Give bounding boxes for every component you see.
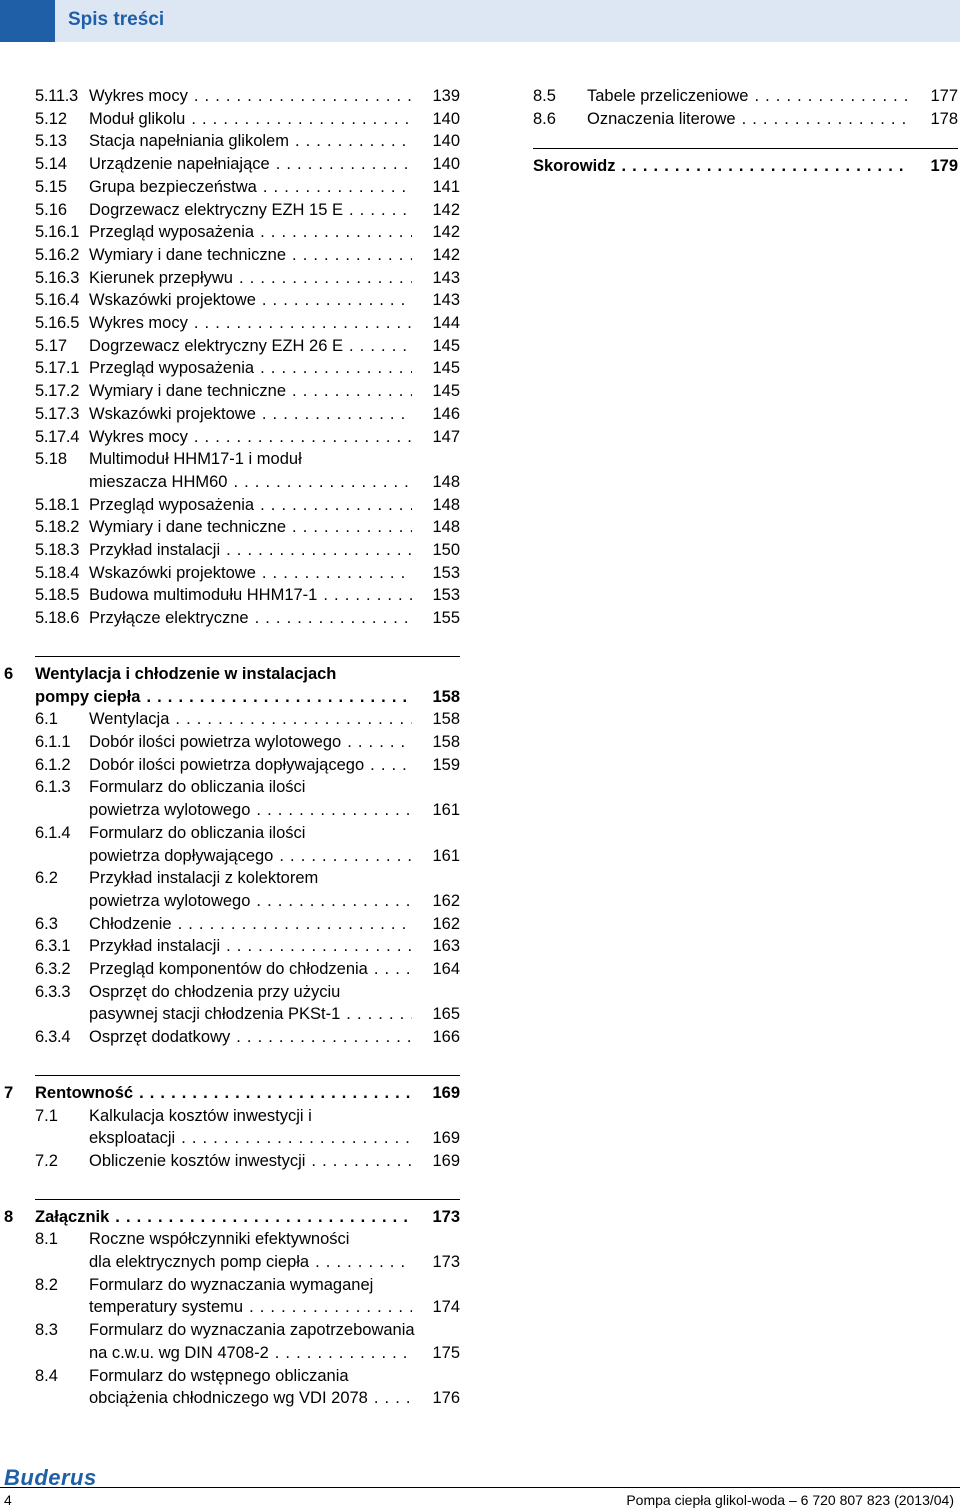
dot-leader [622, 155, 910, 178]
chapter-section [4, 656, 460, 1049]
dot-leader [115, 1206, 412, 1229]
toc-page-number: 158 [432, 687, 460, 706]
toc-entry-title: Wymiary i dane techniczne [89, 518, 287, 537]
toc-entry[interactable] [35, 289, 460, 312]
dot-leader [194, 426, 412, 449]
toc-entry-number: 6.3.3 [35, 982, 71, 1001]
dot-leader [346, 1003, 412, 1026]
toc-entry-number: 5.16.2 [35, 245, 80, 264]
toc-page-number: 177 [930, 87, 958, 105]
toc-entry-title: mieszacza HHM60 [89, 472, 228, 491]
toc-entry-number: 5.18.1 [35, 495, 80, 514]
toc-entry-number: 5.16.4 [35, 291, 80, 310]
toc-entry-title: Stacja napełniania glikolem [89, 132, 289, 151]
toc-entry-title: Wskazówki projektowe [89, 291, 256, 310]
toc-entry[interactable] [35, 130, 460, 153]
dot-leader [236, 1026, 412, 1049]
toc-page-number: 164 [432, 960, 460, 979]
toc-page-number: 169 [432, 1083, 460, 1102]
dot-leader [260, 494, 412, 517]
toc-page-number: 169 [432, 1129, 460, 1148]
toc-entry-title: Formularz do obliczania ilości [89, 823, 306, 842]
dot-leader [256, 890, 412, 913]
toc-entry-title: Formularz do obliczania ilości [89, 778, 306, 797]
toc-entry-number: 5.17.1 [35, 359, 80, 378]
toc-entry-title: Wymiary i dane techniczne [89, 245, 287, 264]
dot-leader [178, 913, 412, 936]
toc-page-number: 143 [432, 268, 460, 287]
toc-entry-title: Moduł glikolu [89, 109, 186, 128]
toc-entry-number: 5.16.1 [35, 223, 80, 242]
dot-leader [742, 108, 910, 131]
chapter-heading[interactable] [35, 1082, 460, 1105]
index-entry[interactable] [533, 155, 958, 178]
toc-entry[interactable] [35, 244, 460, 267]
dot-leader [276, 153, 412, 176]
toc-entry-title: Dogrzewacz elektryczny EZH 26 E [89, 336, 344, 355]
toc-page-number: 140 [432, 132, 460, 151]
dot-leader [255, 607, 412, 630]
chapter-section [4, 1075, 460, 1173]
toc-entry-number: 8.2 [35, 1275, 58, 1294]
toc-entry[interactable] [35, 584, 460, 607]
dot-leader [260, 357, 412, 380]
toc-page-number: 142 [432, 245, 460, 264]
dot-leader [260, 221, 412, 244]
chapter-number: 7 [4, 1083, 14, 1102]
toc-page-number: 148 [432, 472, 460, 491]
toc-entry[interactable] [35, 176, 460, 199]
toc-entry-title: Załącznik [35, 1207, 110, 1226]
chapter-heading[interactable] [35, 663, 460, 708]
toc-page-number: 142 [432, 223, 460, 242]
toc-entry[interactable] [35, 867, 460, 912]
toc-entry-title: Wentylacja [89, 710, 170, 729]
toc-page-number: 144 [432, 314, 460, 333]
dot-leader [226, 539, 412, 562]
toc-page-number: 179 [930, 157, 958, 176]
toc-entry-number: 8.4 [35, 1366, 58, 1385]
toc-entry[interactable] [35, 199, 460, 222]
header-bar [0, 0, 960, 42]
dot-leader [374, 958, 412, 981]
toc-entry-number: 5.16.5 [35, 314, 80, 333]
toc-entry-title: Urządzenie napełniające [89, 155, 270, 174]
toc-entry[interactable] [35, 426, 460, 449]
toc-entry[interactable] [35, 380, 460, 403]
dot-leader [347, 731, 412, 754]
toc-page-number: 148 [432, 518, 460, 537]
page-title: Spis treści [68, 9, 165, 30]
toc-entry[interactable] [35, 562, 460, 585]
toc-right-column [533, 85, 958, 178]
chapter-heading[interactable] [35, 1206, 460, 1229]
toc-entry[interactable] [35, 1274, 460, 1319]
toc-entry-number: 8.1 [35, 1230, 58, 1249]
index-section [533, 148, 958, 178]
toc-entry-title: Formularz do wyznaczania zapotrzebowania [89, 1321, 415, 1340]
toc-entry-number: 5.18.6 [35, 609, 80, 628]
toc-page-number: 161 [432, 801, 460, 820]
toc-entry-number: 6.3.4 [35, 1028, 71, 1047]
toc-entry-number: 7.2 [35, 1151, 58, 1170]
toc-entry[interactable] [35, 981, 460, 1026]
toc-entry-title: Obliczenie kosztów inwestycji [89, 1151, 306, 1170]
dot-leader [233, 471, 412, 494]
toc-page-number: 161 [432, 846, 460, 865]
toc-entry[interactable] [35, 607, 460, 630]
toc-entry-title: Kierunek przepływu [89, 268, 233, 287]
toc-entry[interactable] [35, 267, 460, 290]
dot-leader [349, 199, 412, 222]
toc-entry[interactable] [35, 539, 460, 562]
toc-page-number: 173 [432, 1207, 460, 1226]
chapter-number: 8 [4, 1207, 14, 1226]
toc-page-number: 147 [432, 427, 460, 446]
toc-page-number: 173 [432, 1253, 460, 1272]
toc-entry-title: Przegląd wyposażenia [89, 495, 255, 514]
buderus-logo: Buderus [4, 1465, 97, 1490]
toc-entry-title: pompy ciepła [35, 687, 141, 706]
dot-leader [191, 108, 412, 131]
toc-entry-number: 6.1.1 [35, 732, 71, 751]
dot-leader [262, 403, 412, 426]
dot-leader [262, 562, 412, 585]
toc-entry-title: powietrza wylotowego [89, 801, 251, 820]
toc-entry-title: Wentylacja i chłodzenie w instalacjach [35, 664, 337, 683]
toc-left-column [4, 85, 460, 1410]
toc-entry[interactable] [35, 85, 460, 108]
toc-entry-number: 5.18 [35, 450, 68, 469]
toc-entry-title: temperatury systemu [89, 1298, 244, 1317]
toc-entry-title: Multimoduł HHM17-1 i moduł [89, 450, 302, 469]
toc-entry-title: Przegląd wyposażenia [89, 359, 255, 378]
toc-entry-number: 5.12 [35, 109, 68, 128]
dot-leader [275, 1342, 412, 1365]
toc-entry-title: dla elektrycznych pomp ciepła [89, 1253, 310, 1272]
dot-leader [349, 335, 412, 358]
toc-entry-title: Budowa multimodułu HHM17-1 [89, 586, 318, 605]
toc-entry[interactable] [35, 776, 460, 821]
toc-entry-number: 6.3.2 [35, 960, 71, 979]
toc-entry-title: Kalkulacja kosztów inwestycji i [89, 1106, 312, 1125]
dot-leader [146, 686, 412, 709]
toc-entry-title: Wykres mocy [89, 314, 188, 333]
toc-page-number: 176 [432, 1389, 460, 1408]
toc-page-number: 158 [432, 732, 460, 751]
chapter-section [4, 1199, 460, 1410]
toc-page-number: 141 [432, 177, 460, 196]
toc-entry[interactable] [35, 448, 460, 493]
toc-entry-number: 6.2 [35, 869, 58, 888]
toc-entry-title: na c.w.u. wg DIN 4708-2 [89, 1343, 269, 1362]
toc-entry[interactable] [35, 108, 460, 131]
toc-entry[interactable] [35, 1150, 460, 1173]
toc-entry-number: 5.18.3 [35, 541, 80, 560]
toc-entry-title: Osprzęt do chłodzenia przy użyciu [89, 982, 341, 1001]
toc-entry-number: 5.18.4 [35, 563, 80, 582]
toc-entry-number: 5.18.5 [35, 586, 80, 605]
dot-leader [295, 130, 412, 153]
toc-entry-number: 8.5 [533, 87, 556, 105]
dot-leader [292, 244, 412, 267]
toc-entry-number: 6.1.3 [35, 778, 71, 797]
toc-entry-number: 5.16.3 [35, 268, 80, 287]
toc-entry[interactable] [35, 1026, 460, 1049]
dot-leader [292, 380, 412, 403]
dot-leader [239, 267, 412, 290]
toc-entry[interactable] [35, 335, 460, 358]
toc-entry-title: powietrza wylotowego [89, 891, 251, 910]
toc-page-number: 169 [432, 1151, 460, 1170]
toc-page-number: 140 [432, 155, 460, 174]
dot-leader [181, 1127, 412, 1150]
toc-page-number: 146 [432, 404, 460, 423]
toc-entry-title: Tabele przeliczeniowe [587, 87, 749, 105]
footer-document-title: Pompa ciepła glikol-woda – 6 720 807 823 (2013/04) [626, 1492, 954, 1508]
toc-page-number: 148 [432, 495, 460, 514]
toc-page-number: 178 [930, 109, 958, 128]
toc-entry[interactable] [35, 221, 460, 244]
toc-entry[interactable] [35, 357, 460, 380]
toc-page-number: 140 [432, 109, 460, 128]
toc-page-number: 143 [432, 291, 460, 310]
dot-leader [194, 312, 412, 335]
toc-entry-number: 5.15 [35, 177, 68, 196]
header-accent [0, 0, 55, 42]
toc-page-number: 145 [432, 382, 460, 401]
toc-entry-title: Osprzęt dodatkowy [89, 1028, 231, 1047]
toc-entry-number: 5.17.4 [35, 427, 80, 446]
toc-entry-title: Przykład instalacji [89, 541, 221, 560]
toc-entry-number: 7.1 [35, 1106, 58, 1125]
toc-entry-title: pasywnej stacji chłodzenia PKSt-1 [89, 1005, 341, 1024]
toc-entry[interactable] [35, 153, 460, 176]
dot-leader [279, 845, 412, 868]
dot-leader [226, 935, 412, 958]
toc-entry-number: 5.17 [35, 336, 68, 355]
toc-entry[interactable] [35, 708, 460, 731]
toc-entry[interactable] [35, 913, 460, 936]
toc-entry-number: 5.13 [35, 132, 68, 151]
dot-leader [311, 1150, 412, 1173]
footer-divider [0, 1487, 960, 1488]
toc-entry-number: 6.3.1 [35, 937, 71, 956]
toc-entry-number: 8.3 [35, 1321, 58, 1340]
toc-entry-title: Przegląd wyposażenia [89, 223, 255, 242]
toc-page-number: 145 [432, 336, 460, 355]
toc-entry[interactable] [533, 85, 958, 108]
toc-entry[interactable] [35, 935, 460, 958]
toc-entry[interactable] [35, 403, 460, 426]
toc-entry[interactable] [35, 312, 460, 335]
toc-entry-title: Wymiary i dane techniczne [89, 382, 287, 401]
toc-page-number: 162 [432, 891, 460, 910]
toc-entry[interactable] [35, 1228, 460, 1273]
dot-leader [323, 584, 412, 607]
toc-entry-title: Rentowność [35, 1083, 134, 1102]
toc-entry-title: Formularz do wyznaczania wymaganej [89, 1275, 374, 1294]
dot-leader [194, 85, 412, 108]
toc-entry-title: Dobór ilości powietrza dopływającego [89, 755, 365, 774]
toc-entry-title: Przykład instalacji z kolektorem [89, 869, 319, 888]
toc-page-number: 159 [432, 755, 460, 774]
toc-entry-title: Wykres mocy [89, 87, 188, 105]
toc-page-number: 165 [432, 1005, 460, 1024]
toc-entry-number: 6.1 [35, 710, 58, 729]
toc-entry-number: 5.17.2 [35, 382, 80, 401]
dot-leader [370, 754, 412, 777]
toc-entry-title: Przegląd komponentów do chłodzenia [89, 960, 368, 979]
toc-page-number: 174 [432, 1298, 460, 1317]
toc-entry-title: eksploatacji [89, 1129, 176, 1148]
toc-page-number: 155 [432, 609, 460, 628]
toc-entry[interactable] [533, 108, 958, 131]
toc-entry-title: Dogrzewacz elektryczny EZH 15 E [89, 200, 344, 219]
toc-entry-title: Chłodzenie [89, 914, 172, 933]
dot-leader [263, 176, 412, 199]
toc-entry-title: Formularz do wstępnego obliczania [89, 1366, 349, 1385]
toc-entry-title: Wskazówki projektowe [89, 563, 256, 582]
toc-entry[interactable] [35, 958, 460, 981]
toc-entry[interactable] [35, 1319, 460, 1364]
toc-entry-title: Przyłącze elektryczne [89, 609, 249, 628]
toc-page-number: 166 [432, 1028, 460, 1047]
footer-page-number: 4 [4, 1492, 12, 1508]
dot-leader [256, 799, 412, 822]
toc-entry[interactable] [35, 731, 460, 754]
toc-entry-title: Roczne współczynniki efektywności [89, 1230, 350, 1249]
toc-entry[interactable] [35, 754, 460, 777]
dot-leader [754, 85, 910, 108]
toc-entry-number: 5.18.2 [35, 518, 80, 537]
toc-entry-title: powietrza dopływającego [89, 846, 274, 865]
dot-leader [374, 1387, 412, 1410]
toc-entry-number: 5.17.3 [35, 404, 80, 423]
toc-page-number: 153 [432, 563, 460, 582]
toc-entry[interactable] [35, 1365, 460, 1410]
toc-entry[interactable] [35, 516, 460, 539]
toc-page-number: 162 [432, 914, 460, 933]
toc-entry-title: Grupa bezpieczeństwa [89, 177, 257, 196]
dot-leader [249, 1296, 412, 1319]
toc-page-number: 145 [432, 359, 460, 378]
chapter-number: 6 [4, 664, 14, 683]
toc-entry[interactable] [35, 494, 460, 517]
toc-entry-number: 5.16 [35, 200, 68, 219]
dot-leader [139, 1082, 412, 1105]
toc-entry-number: 5.14 [35, 155, 68, 174]
toc-entry-title: Dobór ilości powietrza wylotowego [89, 732, 342, 751]
dot-leader [175, 708, 412, 731]
toc-page-number: 153 [432, 586, 460, 605]
toc-entry-number: 6.3 [35, 914, 58, 933]
dot-leader [292, 516, 412, 539]
toc-page-number: 175 [432, 1343, 460, 1362]
toc-page-number: 163 [432, 937, 460, 956]
toc-entry-title: Skorowidz [533, 157, 616, 176]
toc-page-number: 158 [432, 710, 460, 729]
toc-entry[interactable] [35, 1105, 460, 1150]
toc-entry-title: obciążenia chłodniczego wg VDI 2078 [89, 1389, 368, 1408]
dot-leader [315, 1251, 412, 1274]
toc-page-number: 139 [432, 87, 460, 105]
toc-entry-title: Przykład instalacji [89, 937, 221, 956]
toc-entry-number: 6.1.2 [35, 755, 71, 774]
toc-entry-title: Wskazówki projektowe [89, 404, 256, 423]
toc-page-number: 142 [432, 200, 460, 219]
toc-page-number: 150 [432, 541, 460, 560]
toc-entry-title: Wykres mocy [89, 427, 188, 446]
toc-entry-number: 8.6 [533, 109, 556, 128]
dot-leader [262, 289, 412, 312]
toc-entry-number: 5.11.3 [35, 87, 78, 105]
toc-entry[interactable] [35, 822, 460, 867]
toc-entry-number: 6.1.4 [35, 823, 71, 842]
toc-entry-title: Oznaczenia literowe [587, 109, 736, 128]
